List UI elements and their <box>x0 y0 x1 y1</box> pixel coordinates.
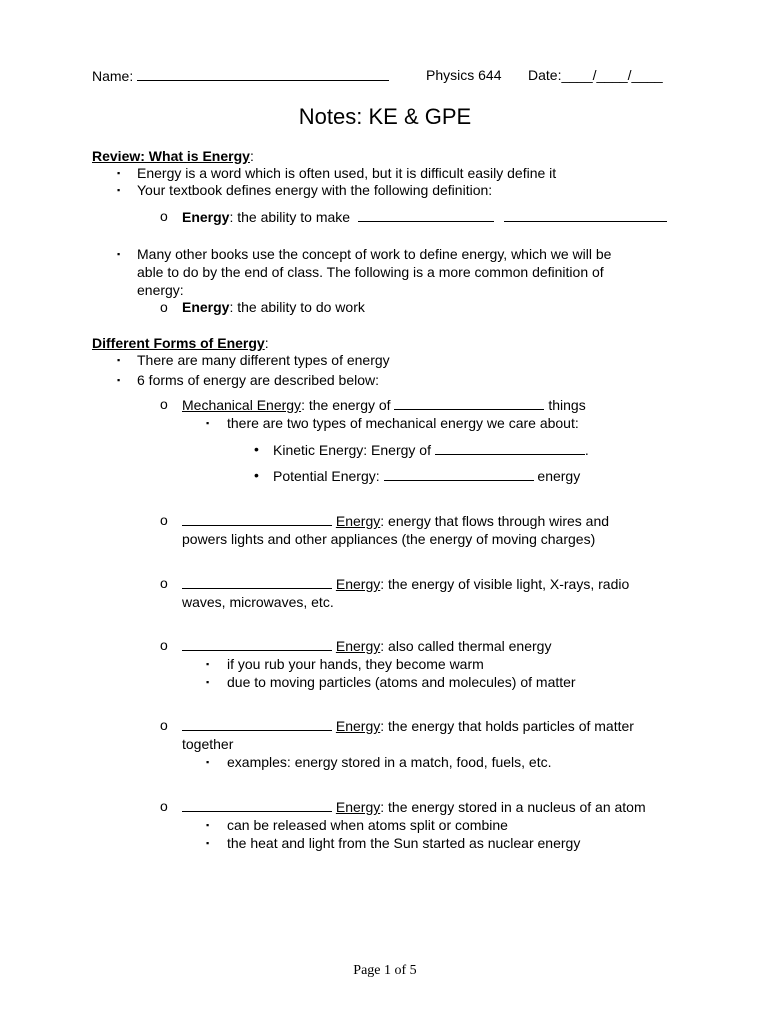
definition-2: Energy: the ability to do work <box>182 299 365 315</box>
energy-form-3-blank[interactable] <box>182 637 332 651</box>
definition-blank-2[interactable] <box>504 208 667 222</box>
energy-form-3-line-1: Energy: also called thermal energy <box>182 637 551 655</box>
bullet-circle-icon: o <box>160 299 168 315</box>
definition-blank-1[interactable] <box>358 208 494 222</box>
bullet-square-icon: ▪ <box>117 168 121 178</box>
course-label: Physics 644 <box>426 67 502 83</box>
bullet-square-icon: ▪ <box>206 418 210 428</box>
bullet-circle-icon: o <box>160 798 168 814</box>
forms-bullet-2: 6 forms of energy are described below: <box>137 372 380 388</box>
mechanical-sub: there are two types of mechanical energy we care about: <box>227 415 579 431</box>
bullet-dot-icon: • <box>254 467 259 483</box>
energy-form-4-line-1: Energy: the energy that holds particles of matter <box>182 717 634 735</box>
energy-form-2-line-1: Energy: the energy of visible light, X-rays, radio <box>182 575 629 593</box>
bullet-square-icon: ▪ <box>206 820 210 830</box>
review-bullet-3-line-3: energy: <box>137 282 184 298</box>
energy-form-5-line-1: Energy: the energy stored in a nucleus of an atom <box>182 798 646 816</box>
bullet-circle-icon: o <box>160 396 168 412</box>
name-label-row <box>92 67 389 85</box>
energy-form-5-sub-2: the heat and light from the Sun started as nuclear energy <box>227 835 581 851</box>
mechanical-energy-line: Mechanical Energy: the energy of things <box>182 397 586 413</box>
energy-form-1-blank[interactable] <box>182 512 332 526</box>
energy-form-2-line-2: waves, microwaves, etc. <box>182 594 334 610</box>
energy-form-2-blank[interactable] <box>182 575 332 589</box>
page-number: Page 1 of 5 <box>353 963 417 978</box>
definition-1: Energy: the ability to make <box>182 208 667 226</box>
bullet-square-icon: ▪ <box>117 375 121 385</box>
review-bullet-1: Energy is a word which is often used, but it is difficult easily define it <box>137 165 557 181</box>
review-bullet-2: Your textbook defines energy with the following definition: <box>137 182 493 198</box>
name-label: Name: <box>92 68 134 84</box>
bullet-square-icon: ▪ <box>206 659 210 669</box>
energy-form-4-line-2: together <box>182 736 234 752</box>
page-title: Notes: KE & GPE <box>298 104 472 129</box>
bullet-square-icon: ▪ <box>117 185 121 195</box>
energy-form-4-sub-1: examples: energy stored in a match, food, fuels, etc. <box>227 754 552 770</box>
bullet-circle-icon: o <box>160 717 168 733</box>
potential-energy-line: Potential Energy: energy <box>273 468 581 484</box>
bullet-square-icon: ▪ <box>206 838 210 848</box>
bullet-circle-icon: o <box>160 512 168 528</box>
forms-heading: Different Forms of Energy: <box>92 335 269 351</box>
bullet-square-icon: ▪ <box>117 249 121 259</box>
bullet-square-icon: ▪ <box>206 757 210 767</box>
bullet-circle-icon: o <box>160 575 168 591</box>
energy-form-4-blank[interactable] <box>182 717 332 731</box>
review-bullet-3-line-2: able to do by the end of class. The following is a more common definition of <box>137 264 604 280</box>
kinetic-energy-line: Kinetic Energy: Energy of . <box>273 442 589 458</box>
bullet-dot-icon: • <box>254 441 259 457</box>
energy-form-3-sub-1: if you rub your hands, they become warm <box>227 656 484 672</box>
date-label: Date:____/____/____ <box>528 67 663 83</box>
bullet-square-icon: ▪ <box>206 677 210 687</box>
energy-form-5-blank[interactable] <box>182 798 332 812</box>
forms-bullet-1: There are many different types of energy <box>137 352 390 368</box>
name-field[interactable] <box>137 67 389 81</box>
potential-blank[interactable] <box>384 467 534 481</box>
energy-form-1-line-1: Energy: energy that flows through wires and <box>182 512 609 530</box>
bullet-square-icon: ▪ <box>117 355 121 365</box>
review-heading: Review: What is Energy: <box>92 148 254 164</box>
energy-form-5-sub-1: can be released when atoms split or combine <box>227 817 508 833</box>
energy-form-3-sub-2: due to moving particles (atoms and molecules) of matter <box>227 674 576 690</box>
bullet-circle-icon: o <box>160 208 168 224</box>
bullet-circle-icon: o <box>160 637 168 653</box>
review-bullet-3-line-1: Many other books use the concept of work to define energy, which we will be <box>137 246 612 262</box>
kinetic-blank[interactable] <box>435 441 585 455</box>
mechanical-blank[interactable] <box>394 396 544 410</box>
energy-form-1-line-2: powers lights and other appliances (the energy of moving charges) <box>182 531 596 547</box>
